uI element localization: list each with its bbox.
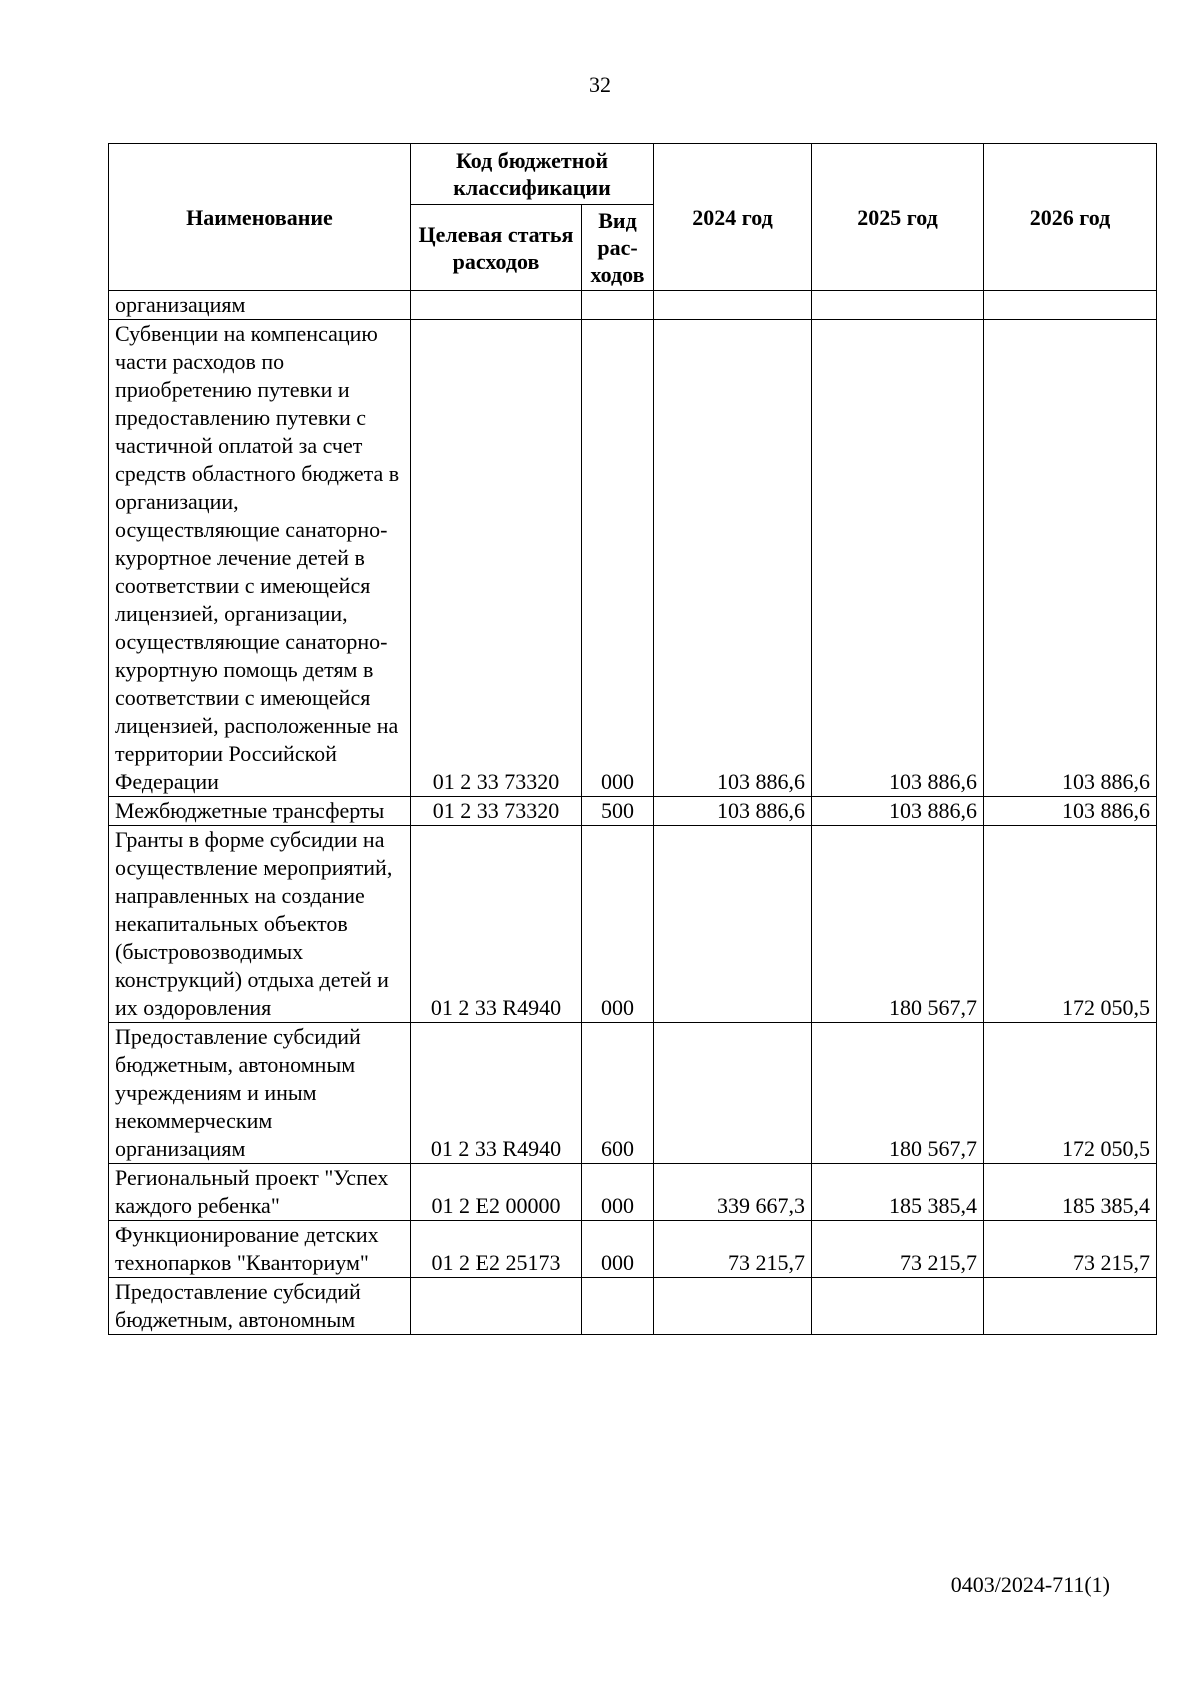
table-row xyxy=(109,291,1157,320)
row-target-article: 01 2 E2 00000 xyxy=(411,1164,582,1221)
table-row xyxy=(109,1164,1157,1221)
row-target-article xyxy=(411,291,582,320)
row-2025 xyxy=(812,1278,984,1335)
row-target-article xyxy=(411,1278,582,1335)
row-name: организациям xyxy=(109,291,411,320)
row-2025: 103 886,6 xyxy=(812,320,984,797)
row-2026 xyxy=(984,1278,1157,1335)
row-name: Межбюджетные трансферты xyxy=(109,797,411,826)
row-2024 xyxy=(654,291,812,320)
row-2024 xyxy=(654,1023,812,1164)
row-expense-type: 000 xyxy=(582,320,654,797)
row-2024: 103 886,6 xyxy=(654,797,812,826)
header-expense-type: Вид рас-ходов xyxy=(582,205,654,291)
header-name: Наименование xyxy=(109,144,411,291)
row-name: Предоставление субсидий бюджетным, автономным xyxy=(109,1278,411,1335)
row-2026 xyxy=(984,291,1157,320)
row-expense-type: 000 xyxy=(582,826,654,1023)
table-row xyxy=(109,826,1157,1023)
row-2025: 180 567,7 xyxy=(812,1023,984,1164)
table-row xyxy=(109,797,1157,826)
row-2026: 172 050,5 xyxy=(984,826,1157,1023)
row-name: Субвенции на компенсацию части расходов по приобретению путевки и предоставлению путевки с частичной оплатой за счет средств областного бюджета в организации, осуществляющие санаторно-курортное лечение детей в соответствии с имеющейся лицензией, организации, осуществляющие санаторно-курортную помощь детям в соответствии с имеющейся лицензией, расположенные на территории Российской Федерации xyxy=(109,320,411,797)
row-2026: 73 215,7 xyxy=(984,1221,1157,1278)
row-expense-type: 600 xyxy=(582,1023,654,1164)
table-row xyxy=(109,1023,1157,1164)
row-target-article: 01 2 33 R4940 xyxy=(411,1023,582,1164)
row-2026: 185 385,4 xyxy=(984,1164,1157,1221)
row-expense-type xyxy=(582,1278,654,1335)
header-year-2025: 2025 год xyxy=(812,144,984,291)
row-2026: 103 886,6 xyxy=(984,797,1157,826)
row-2024: 73 215,7 xyxy=(654,1221,812,1278)
row-2025 xyxy=(812,291,984,320)
row-target-article: 01 2 E2 25173 xyxy=(411,1221,582,1278)
row-name: Функционирование детских технопарков "Кванториум" xyxy=(109,1221,411,1278)
row-2024: 103 886,6 xyxy=(654,320,812,797)
row-target-article: 01 2 33 R4940 xyxy=(411,826,582,1023)
row-2025: 185 385,4 xyxy=(812,1164,984,1221)
table-row xyxy=(109,320,1157,797)
budget-table xyxy=(108,143,1157,1335)
page-number: 32 xyxy=(589,72,611,97)
row-2024 xyxy=(654,826,812,1023)
row-name: Гранты в форме субсидии на осуществление мероприятий, направленных на создание некапитальных объектов (быстровозводимых конструкций) отдыха детей и их оздоровления xyxy=(109,826,411,1023)
header-target-article: Целевая статья расходов xyxy=(411,205,582,291)
header-budget-code: Код бюджетной классификации xyxy=(411,144,654,205)
row-name: Предоставление субсидий бюджетным, автономным учреждениям и иным некоммерческим организациям xyxy=(109,1023,411,1164)
document-code: 0403/2024-711(1) xyxy=(950,1572,1110,1597)
row-expense-type xyxy=(582,291,654,320)
row-expense-type: 000 xyxy=(582,1164,654,1221)
row-2025: 180 567,7 xyxy=(812,826,984,1023)
row-name: Региональный проект "Успех каждого ребенка" xyxy=(109,1164,411,1221)
header-year-2024: 2024 год xyxy=(654,144,812,291)
row-target-article: 01 2 33 73320 xyxy=(411,320,582,797)
row-expense-type: 000 xyxy=(582,1221,654,1278)
row-2025: 103 886,6 xyxy=(812,797,984,826)
row-2024 xyxy=(654,1278,812,1335)
header-year-2026: 2026 год xyxy=(984,144,1157,291)
table-row xyxy=(109,1278,1157,1335)
row-target-article: 01 2 33 73320 xyxy=(411,797,582,826)
table-row xyxy=(109,1221,1157,1278)
row-2026: 103 886,6 xyxy=(984,320,1157,797)
row-2025: 73 215,7 xyxy=(812,1221,984,1278)
row-2024: 339 667,3 xyxy=(654,1164,812,1221)
row-2026: 172 050,5 xyxy=(984,1023,1157,1164)
row-expense-type: 500 xyxy=(582,797,654,826)
